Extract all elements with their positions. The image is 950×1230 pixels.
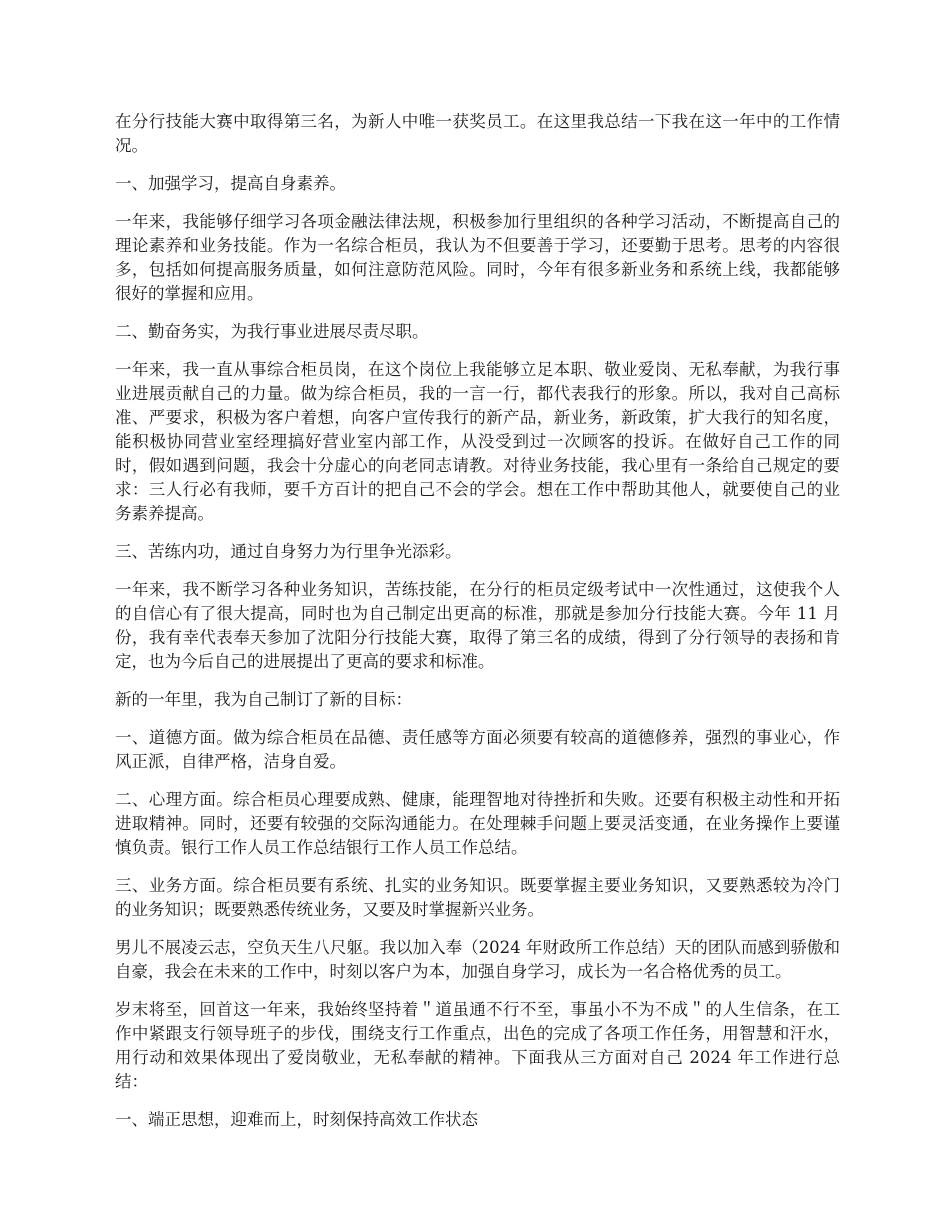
- paragraph-business: 三、业务方面。综合柜员要有系统、扎实的业务知识。既要掌握主要业务知识，又要熟悉较为冷门的业务知识；既要熟悉传统业务，又要及时掌握新兴业务。: [115, 876, 840, 919]
- paragraph-ambition: 男儿不展凌云志，空负天生八尺躯。我以加入奉（2024 年财政所工作总结）天的团队而感到骄傲和自豪，我会在未来的工作中，时刻以客户为本，加强自身学习，成长为一名合格优秀的员工。: [115, 938, 840, 981]
- paragraph-diligence: 一年来，我一直从事综合柜员岗，在这个岗位上我能够立足本职、敬业爱岗、无私奉献，为我行事业进展贡献自己的力量。做为综合柜员，我的一言一行，都代表我行的形象。所以，我对自己高标准、严要求，积极为客户着想，向客户宣传我行的新产品，新业务，新政策，扩大我行的知名度，能积极协同营业室经理搞好营业室内部工作，从没受到过一次顾客的投诉。在做好自己工作的同时，假如遇到问题，我会十分虚心的向老同志请教。对待业务技能，我心里有一条给自己规定的要求：三人行必有我师，要千方百计的把自己不会的学会。想在工作中帮助其他人，就要使自己的业务素养提高。: [115, 360, 840, 523]
- heading-diligence: 二、勤奋务实，为我行事业进展尽责尽职。: [115, 322, 429, 341]
- paragraph-morality: 一、道德方面。做为综合柜员在品德、责任感等方面必须要有较高的道德修养，强烈的事业心，作风正派，自律严格，洁身自爱。: [115, 728, 840, 771]
- heading-mindset: 一、端正思想，迎难而上，时刻保持高效工作状态: [115, 1110, 478, 1129]
- paragraph-skills: 一年来，我不断学习各种业务知识，苦练技能，在分行的柜员定级考试中一次性通过，这使我个人的自信心有了很大提高，同时也为自己制定出更高的标准，那就是参加分行技能大赛。今年 11 月份，我有幸代表奉天参加了沈阳分行技能大赛，取得了第三名的成绩，得到了分行领导的表扬和肯定，也为今后自己的进展提出了更高的要求和标准。: [115, 580, 840, 671]
- heading-skills: 三、苦练内功，通过自身努力为行里争光添彩。: [115, 542, 462, 561]
- heading-new-goals: 新的一年里，我为自己制订了新的目标：: [115, 690, 412, 709]
- heading-study: 一、加强学习，提高自身素养。: [115, 174, 346, 193]
- paragraph-study: 一年来，我能够仔细学习各项金融法律法规，积极参加行里组织的各种学习活动，不断提高自己的理论素养和业务技能。作为一名综合柜员，我认为不但要善于学习，还要勤于思考。思考的内容很多，包括如何提高服务质量，如何注意防范风险。同时，今年有很多新业务和系统上线，我都能够很好的掌握和应用。: [115, 212, 840, 303]
- paragraph-intro: 在分行技能大赛中取得第三名，为新人中唯一获奖员工。在这里我总结一下我在这一年中的工作情况。: [115, 112, 840, 155]
- document-body: [115, 110, 840, 1146]
- paragraph-year-end: 岁末将至，回首这一年来，我始终坚持着＂道虽通不行不至，事虽小不为不成＂的人生信条，在工作中紧跟支行领导班子的步伐，围绕支行工作重点，出色的完成了各项工作任务，用智慧和汗水，用行动和效果体现出了爱岗敬业，无私奉献的精神。下面我从三方面对自己 2024 年工作进行总结：: [115, 1000, 840, 1091]
- paragraph-psychology: 二、心理方面。综合柜员心理要成熟、健康，能理智地对待挫折和失败。还要有积极主动性和开拓进取精神。同时，还要有较强的交际沟通能力。在处理棘手问题上要灵活变通，在业务操作上要谨慎负责。银行工作人员工作总结银行工作人员工作总结。: [115, 790, 840, 857]
